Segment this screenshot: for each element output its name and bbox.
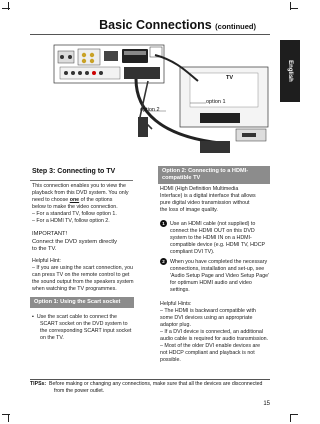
step3-intro-line: playback from this DVD system. You only [32, 190, 129, 196]
crop-mark [290, 8, 298, 9]
tips-line [30, 381, 270, 388]
option2-step2-line: connections, installation and set-up, see [170, 266, 265, 272]
emphasis-one: one [69, 197, 80, 203]
option2-step2 [160, 258, 272, 294]
page-number: 15 [263, 401, 270, 407]
step3-intro-line: need to choose one of the options [32, 197, 113, 203]
option2-step2-line: 'Audio Setup Page and Video Setup Page' [170, 273, 270, 279]
connection-diagram [40, 41, 270, 161]
option2-step2-line: settings. [170, 287, 190, 293]
hint-line: audio cable is required for audio transmission. [160, 336, 269, 342]
option2-header-line: compatible TV [162, 175, 201, 181]
hint-line: some DVI devices using an appropriate [160, 315, 253, 321]
page-title-continued: (continued) [215, 22, 256, 31]
option2-step1-text: Use an HDMI cable (not supplied) to [169, 221, 256, 227]
option2-intro-line: the loss of image quality. [160, 207, 218, 213]
crop-mark [290, 414, 291, 422]
header-divider [30, 34, 270, 35]
option2-step1-line: system to the HDMI IN on a HDMI- [170, 235, 252, 241]
step3-intro-line: This connection enables you to view the [32, 183, 126, 189]
option2-step1 [160, 220, 272, 256]
option2-intro [160, 186, 272, 214]
option2-step1-line [160, 220, 272, 228]
option1-line: on the TV. [40, 335, 64, 341]
hint-line: adaptor plug. [160, 322, 191, 328]
option2-intro-line: Interface) is a digital interface that allows [160, 193, 256, 199]
option1-text [32, 314, 138, 342]
step3-list-item: – For a HDMI TV, follow option 2. [32, 218, 110, 224]
helpful-hints-label: Helpful Hints: [160, 301, 192, 307]
helpful-line: – If you are using the scart connection, you [32, 265, 133, 271]
important-text: to the TV. [32, 246, 57, 252]
connection-diagram-svg [40, 41, 270, 161]
helpful-line: when watching the TV programmes. [32, 286, 117, 292]
scart-plug-tv [200, 141, 230, 153]
crop-mark [290, 414, 298, 415]
scart-plug [138, 117, 148, 137]
hint-line: – If a DVI device is connected, an additional [160, 329, 264, 335]
option2-header [158, 166, 270, 184]
tips-label: TIPSs: [30, 381, 47, 387]
hint-line: – The HDMI is backward compatible with [160, 308, 256, 314]
option2-helpful-hints [160, 301, 274, 364]
step3-rule [30, 180, 133, 181]
option2-callout: option 2 [140, 107, 160, 113]
language-tab [280, 40, 300, 102]
tips-text: Before making or changing any connections, make sure that all the devices are disconnected [49, 381, 263, 387]
page-title-text: Basic Connections [99, 18, 212, 32]
crop-mark [2, 414, 10, 415]
crop-mark [2, 8, 10, 9]
step3-heading: Step 3: Connecting to TV [32, 168, 116, 175]
option1-callout: option 1 [206, 99, 226, 105]
option2-step2-line: for optimum HDMI audio and video [170, 280, 252, 286]
step-number-1: 1 [160, 220, 167, 227]
step3-intro [32, 183, 136, 225]
helpful-line: the sound output from the speakers system [32, 279, 134, 285]
tv-label: TV [226, 75, 234, 81]
hint-line: possible. [160, 357, 181, 363]
crop-mark [8, 414, 9, 422]
option2-step2-text: When you have completed the necessary [169, 259, 268, 265]
important-label: IMPORTANT! [32, 231, 68, 237]
dvd-back-panel [54, 45, 164, 83]
option1-header: Option 1: Using the Scart socket [30, 297, 134, 308]
step-number-2: 2 [160, 258, 167, 265]
option2-step1-line: compatible device (e.g. HDMI TV, HDCP [170, 242, 266, 248]
language-tab-label: English [287, 60, 293, 82]
hint-line: – Most of the older DVI enable devices are [160, 343, 261, 349]
option1-line: the corresponding SCART input socket [40, 328, 132, 334]
tips-line-2: from the power outlet. [54, 387, 105, 394]
page-title [60, 18, 256, 32]
helpful-line: can press TV on the remote control to get [32, 272, 130, 278]
option2-intro-line: HDMI (High Definition Multimedia [160, 186, 239, 192]
tips-divider [30, 379, 270, 380]
option2-step1-line: compliant DVI TV). [170, 249, 215, 255]
hint-line: not HDCP compliant and playback is not [160, 350, 255, 356]
option2-step1-line: connect the HDMI OUT on this DVD [170, 228, 255, 234]
option1-line: SCART socket on the DVD system to [40, 321, 128, 327]
option1-line: ▪ Use the scart cable to connect the [32, 314, 117, 320]
option2-header-line: Option 2: Connecting to a HDMI- [162, 168, 249, 174]
option2-intro-line: pure digital video transmission without [160, 200, 250, 206]
tips-block [30, 381, 270, 394]
step3-list-item: – For a standard TV, follow option 1. [32, 211, 117, 217]
option2-step2-line [160, 258, 272, 266]
option1-line-text: Use the scart cable to connect the [36, 314, 117, 320]
important-text: Connect the DVD system directly [32, 238, 118, 245]
step3-helpful-hint [32, 258, 138, 293]
helpful-label: Helpful Hint: [32, 258, 61, 264]
important-block [32, 231, 136, 254]
step3-intro-line: below to make the video connection. [32, 204, 118, 210]
